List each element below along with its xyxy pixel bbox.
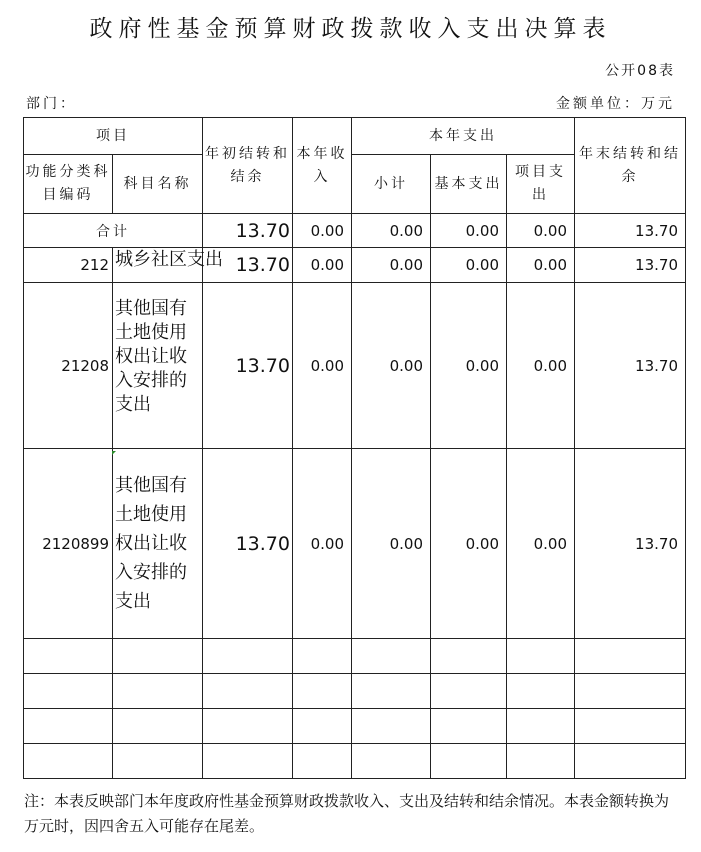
row-code: 21208 bbox=[24, 283, 113, 449]
header-expense-group: 本年支出 bbox=[352, 118, 575, 155]
row-begin: 13.70 bbox=[203, 248, 293, 283]
header-subject-name: 科目名称 bbox=[113, 155, 203, 214]
header-income: 本年收入 bbox=[293, 118, 352, 214]
department-label: 部门： bbox=[26, 96, 77, 112]
header-end-balance: 年末结转和结余 bbox=[575, 118, 686, 214]
table-number: 公开08表 bbox=[605, 63, 675, 79]
row-subtotal: 0.00 bbox=[352, 283, 431, 449]
row-subtotal: 0.00 bbox=[352, 449, 431, 639]
header-subtotal: 小计 bbox=[352, 155, 431, 214]
budget-table bbox=[23, 117, 686, 779]
table-row bbox=[24, 449, 686, 639]
total-subtotal: 0.00 bbox=[352, 214, 431, 248]
row-income: 0.00 bbox=[293, 449, 352, 639]
total-income: 0.00 bbox=[293, 214, 352, 248]
row-end: 13.70 bbox=[575, 248, 686, 283]
header-begin-balance: 年初结转和结余 bbox=[203, 118, 293, 214]
row-end: 13.70 bbox=[575, 449, 686, 639]
row-basic: 0.00 bbox=[431, 248, 507, 283]
row-basic: 0.00 bbox=[431, 283, 507, 449]
total-label: 合计 bbox=[24, 214, 203, 248]
table-row bbox=[24, 283, 686, 449]
page-title: 政府性基金预算财政拨款收入支出决算表 bbox=[89, 16, 612, 42]
total-begin: 13.70 bbox=[203, 214, 293, 248]
table-row-total bbox=[24, 214, 686, 248]
row-name: 其他国有土地使用权出让收入安排的支出 bbox=[113, 283, 203, 449]
row-name: 其他国有土地使用权出让收入安排的支出 bbox=[113, 449, 203, 639]
header-func-code: 功能分类科目编码 bbox=[24, 155, 113, 214]
header-project-expense: 项目支出 bbox=[507, 155, 575, 214]
row-basic: 0.00 bbox=[431, 449, 507, 639]
row-code: 212 bbox=[24, 248, 113, 283]
empty-row bbox=[24, 709, 686, 744]
row-begin: 13.70 bbox=[203, 449, 293, 639]
row-begin: 13.70 bbox=[203, 283, 293, 449]
table-row bbox=[24, 248, 686, 283]
row-subtotal: 0.00 bbox=[352, 248, 431, 283]
row-end: 13.70 bbox=[575, 283, 686, 449]
cell-comment-marker bbox=[112, 451, 116, 455]
row-income: 0.00 bbox=[293, 283, 352, 449]
total-project: 0.00 bbox=[507, 214, 575, 248]
row-project: 0.00 bbox=[507, 283, 575, 449]
row-project: 0.00 bbox=[507, 449, 575, 639]
header-item: 项目 bbox=[24, 118, 203, 155]
row-code: 2120899 bbox=[24, 449, 113, 639]
header-basic-expense: 基本支出 bbox=[431, 155, 507, 214]
total-basic: 0.00 bbox=[431, 214, 507, 248]
row-income: 0.00 bbox=[293, 248, 352, 283]
empty-row bbox=[24, 674, 686, 709]
footnote: 注：本表反映部门本年度政府性基金预算财政拨款收入、支出及结转和结余情况。本表金额转换为万元时，因四舍五入可能存在尾差。 bbox=[24, 792, 670, 835]
unit-label: 金额单位：万元 bbox=[556, 96, 675, 112]
row-name: 城乡社区支出 bbox=[113, 248, 203, 283]
empty-row bbox=[24, 639, 686, 674]
row-project: 0.00 bbox=[507, 248, 575, 283]
total-end: 13.70 bbox=[575, 214, 686, 248]
empty-row bbox=[24, 744, 686, 779]
